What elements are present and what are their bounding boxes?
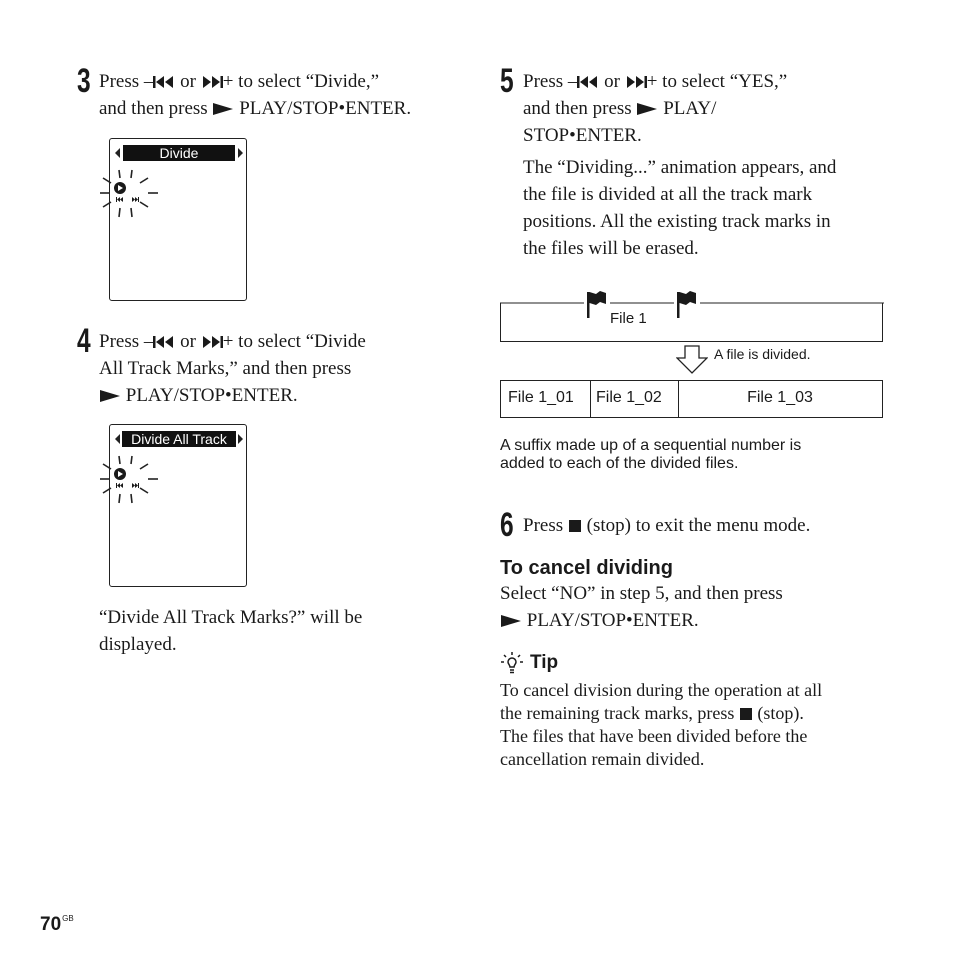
page-number-value: 70	[40, 914, 62, 935]
page-number	[40, 908, 74, 936]
step-5-text-c: + to select “YES,”	[646, 71, 788, 92]
step-3-text-c: + to select “Divide,”	[222, 71, 380, 92]
step-5-paragraph	[523, 154, 836, 262]
step-4-screen-title: Divide All Track	[122, 431, 236, 447]
step-5-text-f: STOP•ENTER.	[523, 125, 642, 146]
down-arrow-icon	[676, 345, 708, 375]
cancel-line1: Select “NO” in step 5, and then press	[500, 583, 783, 604]
play-icon	[636, 102, 658, 116]
left-arrow-icon	[115, 434, 120, 444]
cancel-instruction	[500, 580, 783, 634]
diagram-caption	[500, 437, 801, 473]
tip-line4: cancellation remain divided.	[500, 749, 705, 769]
tip-heading: Tip	[530, 652, 559, 673]
step-3-text-d: and then press	[99, 98, 213, 119]
right-arrow-icon	[238, 148, 243, 158]
stop-icon	[568, 519, 582, 533]
step-5-text-a: Press –	[523, 71, 578, 92]
play-icon	[99, 389, 121, 403]
step-4-text-a: Press –	[99, 331, 154, 352]
step-5-text-e: PLAY/	[658, 98, 717, 119]
lightbulb-icon	[500, 651, 524, 675]
step-5-para-line: The “Dividing...” animation appears, and	[523, 157, 837, 178]
left-arrow-icon	[115, 148, 120, 158]
tip-line1: To cancel division during the operation at all	[500, 680, 823, 700]
step-5-para-line: the files will be erased.	[523, 238, 699, 259]
step-5-para-line: the file is divided at all the track mark	[523, 184, 813, 205]
step-4-number: 4	[77, 322, 91, 360]
play-icon	[212, 102, 234, 116]
prev-track-icon	[577, 75, 599, 89]
step-6-number: 6	[500, 506, 514, 544]
step-4-text-e: PLAY/STOP•ENTER.	[121, 385, 298, 406]
track-mark-flag-icon	[676, 290, 698, 318]
step-3-number: 3	[77, 62, 91, 100]
step-4-note	[99, 604, 362, 658]
step-6-instruction	[523, 512, 810, 539]
step-5-text-b: or	[599, 71, 625, 92]
step-6-text-b: (stop) to exit the menu mode.	[581, 515, 811, 536]
cancel-heading: To cancel dividing	[500, 557, 673, 579]
step-4-text-d: All Track Marks,” and then press	[99, 358, 352, 379]
next-track-icon	[201, 75, 223, 89]
track-mark-flag-icon	[586, 290, 608, 318]
stop-icon	[739, 707, 753, 721]
divider-line	[590, 380, 591, 418]
tip-line2b: (stop).	[752, 703, 804, 723]
right-arrow-icon	[238, 434, 243, 444]
next-track-icon	[625, 75, 647, 89]
step-5-instruction	[523, 68, 787, 149]
step-3-blinking-play-indicator	[98, 166, 162, 224]
next-track-icon	[201, 335, 223, 349]
step-3-screen-title: Divide	[123, 145, 235, 161]
divided-arrow-label: A file is divided.	[714, 346, 811, 362]
step-3-text-b: or	[175, 71, 201, 92]
step-4-note-line2: displayed.	[99, 634, 177, 655]
step-5-number: 5	[500, 62, 514, 100]
step-4-blinking-play-indicator	[98, 452, 162, 510]
divided-file-3: File 1_03	[747, 389, 813, 406]
tip-line3: The files that have been divided before the	[500, 726, 808, 746]
step-5-text-d: and then press	[523, 98, 637, 119]
step-6-text-a: Press	[523, 515, 568, 536]
tip-body	[500, 679, 822, 771]
step-4-text-c: + to select “Divide	[222, 331, 366, 352]
step-4-text-b: or	[175, 331, 201, 352]
step-3-text-a: Press –	[99, 71, 154, 92]
step-4-instruction	[99, 328, 366, 409]
step-3-text-e: PLAY/STOP•ENTER.	[234, 98, 412, 119]
caption-line1: A suffix made up of a sequential number is	[500, 437, 802, 454]
tip-line2a: the remaining track marks, press	[500, 703, 739, 723]
prev-track-icon	[153, 335, 175, 349]
caption-line2: added to each of the divided files.	[500, 455, 739, 472]
region-code: GB	[62, 914, 74, 923]
prev-track-icon	[153, 75, 175, 89]
play-icon	[500, 614, 522, 628]
divided-file-2: File 1_02	[596, 389, 662, 406]
step-5-para-line: positions. All the existing track marks in	[523, 211, 831, 232]
step-3-instruction	[99, 68, 411, 122]
cancel-line2: PLAY/STOP•ENTER.	[522, 610, 699, 631]
original-file-label: File 1	[610, 310, 647, 327]
step-4-note-line1: “Divide All Track Marks?” will be	[99, 607, 363, 628]
divided-file-1: File 1_01	[508, 389, 574, 406]
